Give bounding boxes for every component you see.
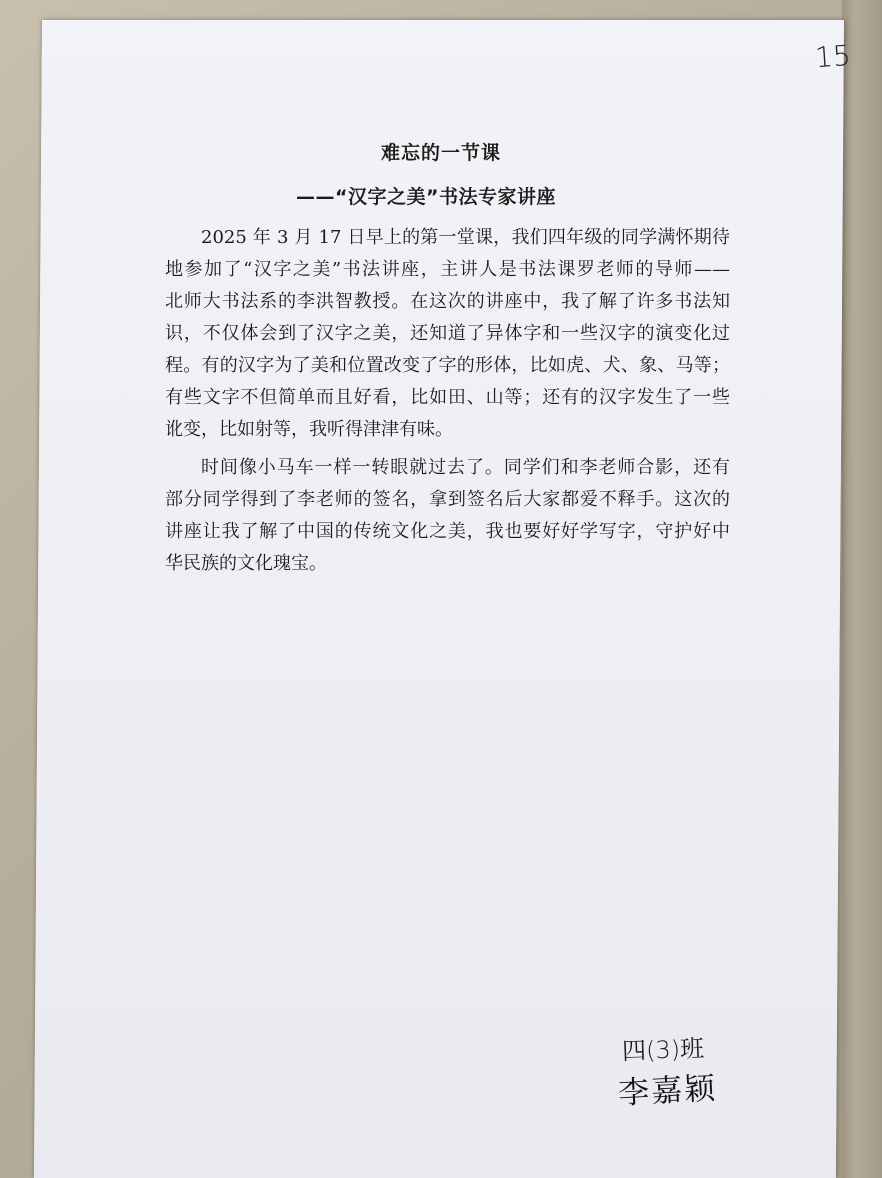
text-line: 北师大书法系的李洪智教授。在这次的讲座中，我了解了许多书法知 (165, 291, 730, 312)
essay-title: 难忘的一节课 (380, 142, 501, 164)
text-line: 华民族的文化瑰宝。 (165, 553, 327, 574)
text-line: 程。有的汉字为了美和位置改变了字的形体，比如虎、犬、象、马等； (165, 355, 730, 376)
paragraph-1 (165, 222, 730, 446)
essay-subtitle: ——“汉字之美”书法专家讲座 (296, 186, 556, 208)
text-line: 2025 年 3 月 17 日早上的第一堂课，我们四年级的同学满怀期待 (201, 227, 730, 248)
text-line: 地参加了“汉字之美”书法讲座，主讲人是书法课罗老师的导师—— (165, 259, 730, 280)
handwritten-signature: 李嘉颖 (617, 1070, 719, 1112)
text-line: 讹变，比如射等，我听得津津有味。 (165, 419, 453, 440)
handwritten-class: 四(3)班 (621, 1034, 705, 1066)
text-line: 识，不仅体会到了汉字之美，还知道了异体字和一些汉字的演变化过 (165, 323, 730, 344)
text-line: 部分同学得到了李老师的签名，拿到签名后大家都爱不释手。这次的 (165, 489, 730, 510)
paragraph-2 (165, 452, 730, 580)
background-edge (842, 0, 882, 1178)
text-line: 讲座让我了解了中国的传统文化之美，我也要好好学写字，守护好中 (165, 521, 730, 542)
text-line: 有些文字不但简单而且好看，比如田、山等；还有的汉字发生了一些 (165, 387, 730, 408)
text-line: 时间像小马车一样一转眼就过去了。同学们和李老师合影，还有 (201, 457, 730, 478)
handwritten-page-number: 15 (813, 38, 852, 75)
essay-body (165, 222, 730, 580)
